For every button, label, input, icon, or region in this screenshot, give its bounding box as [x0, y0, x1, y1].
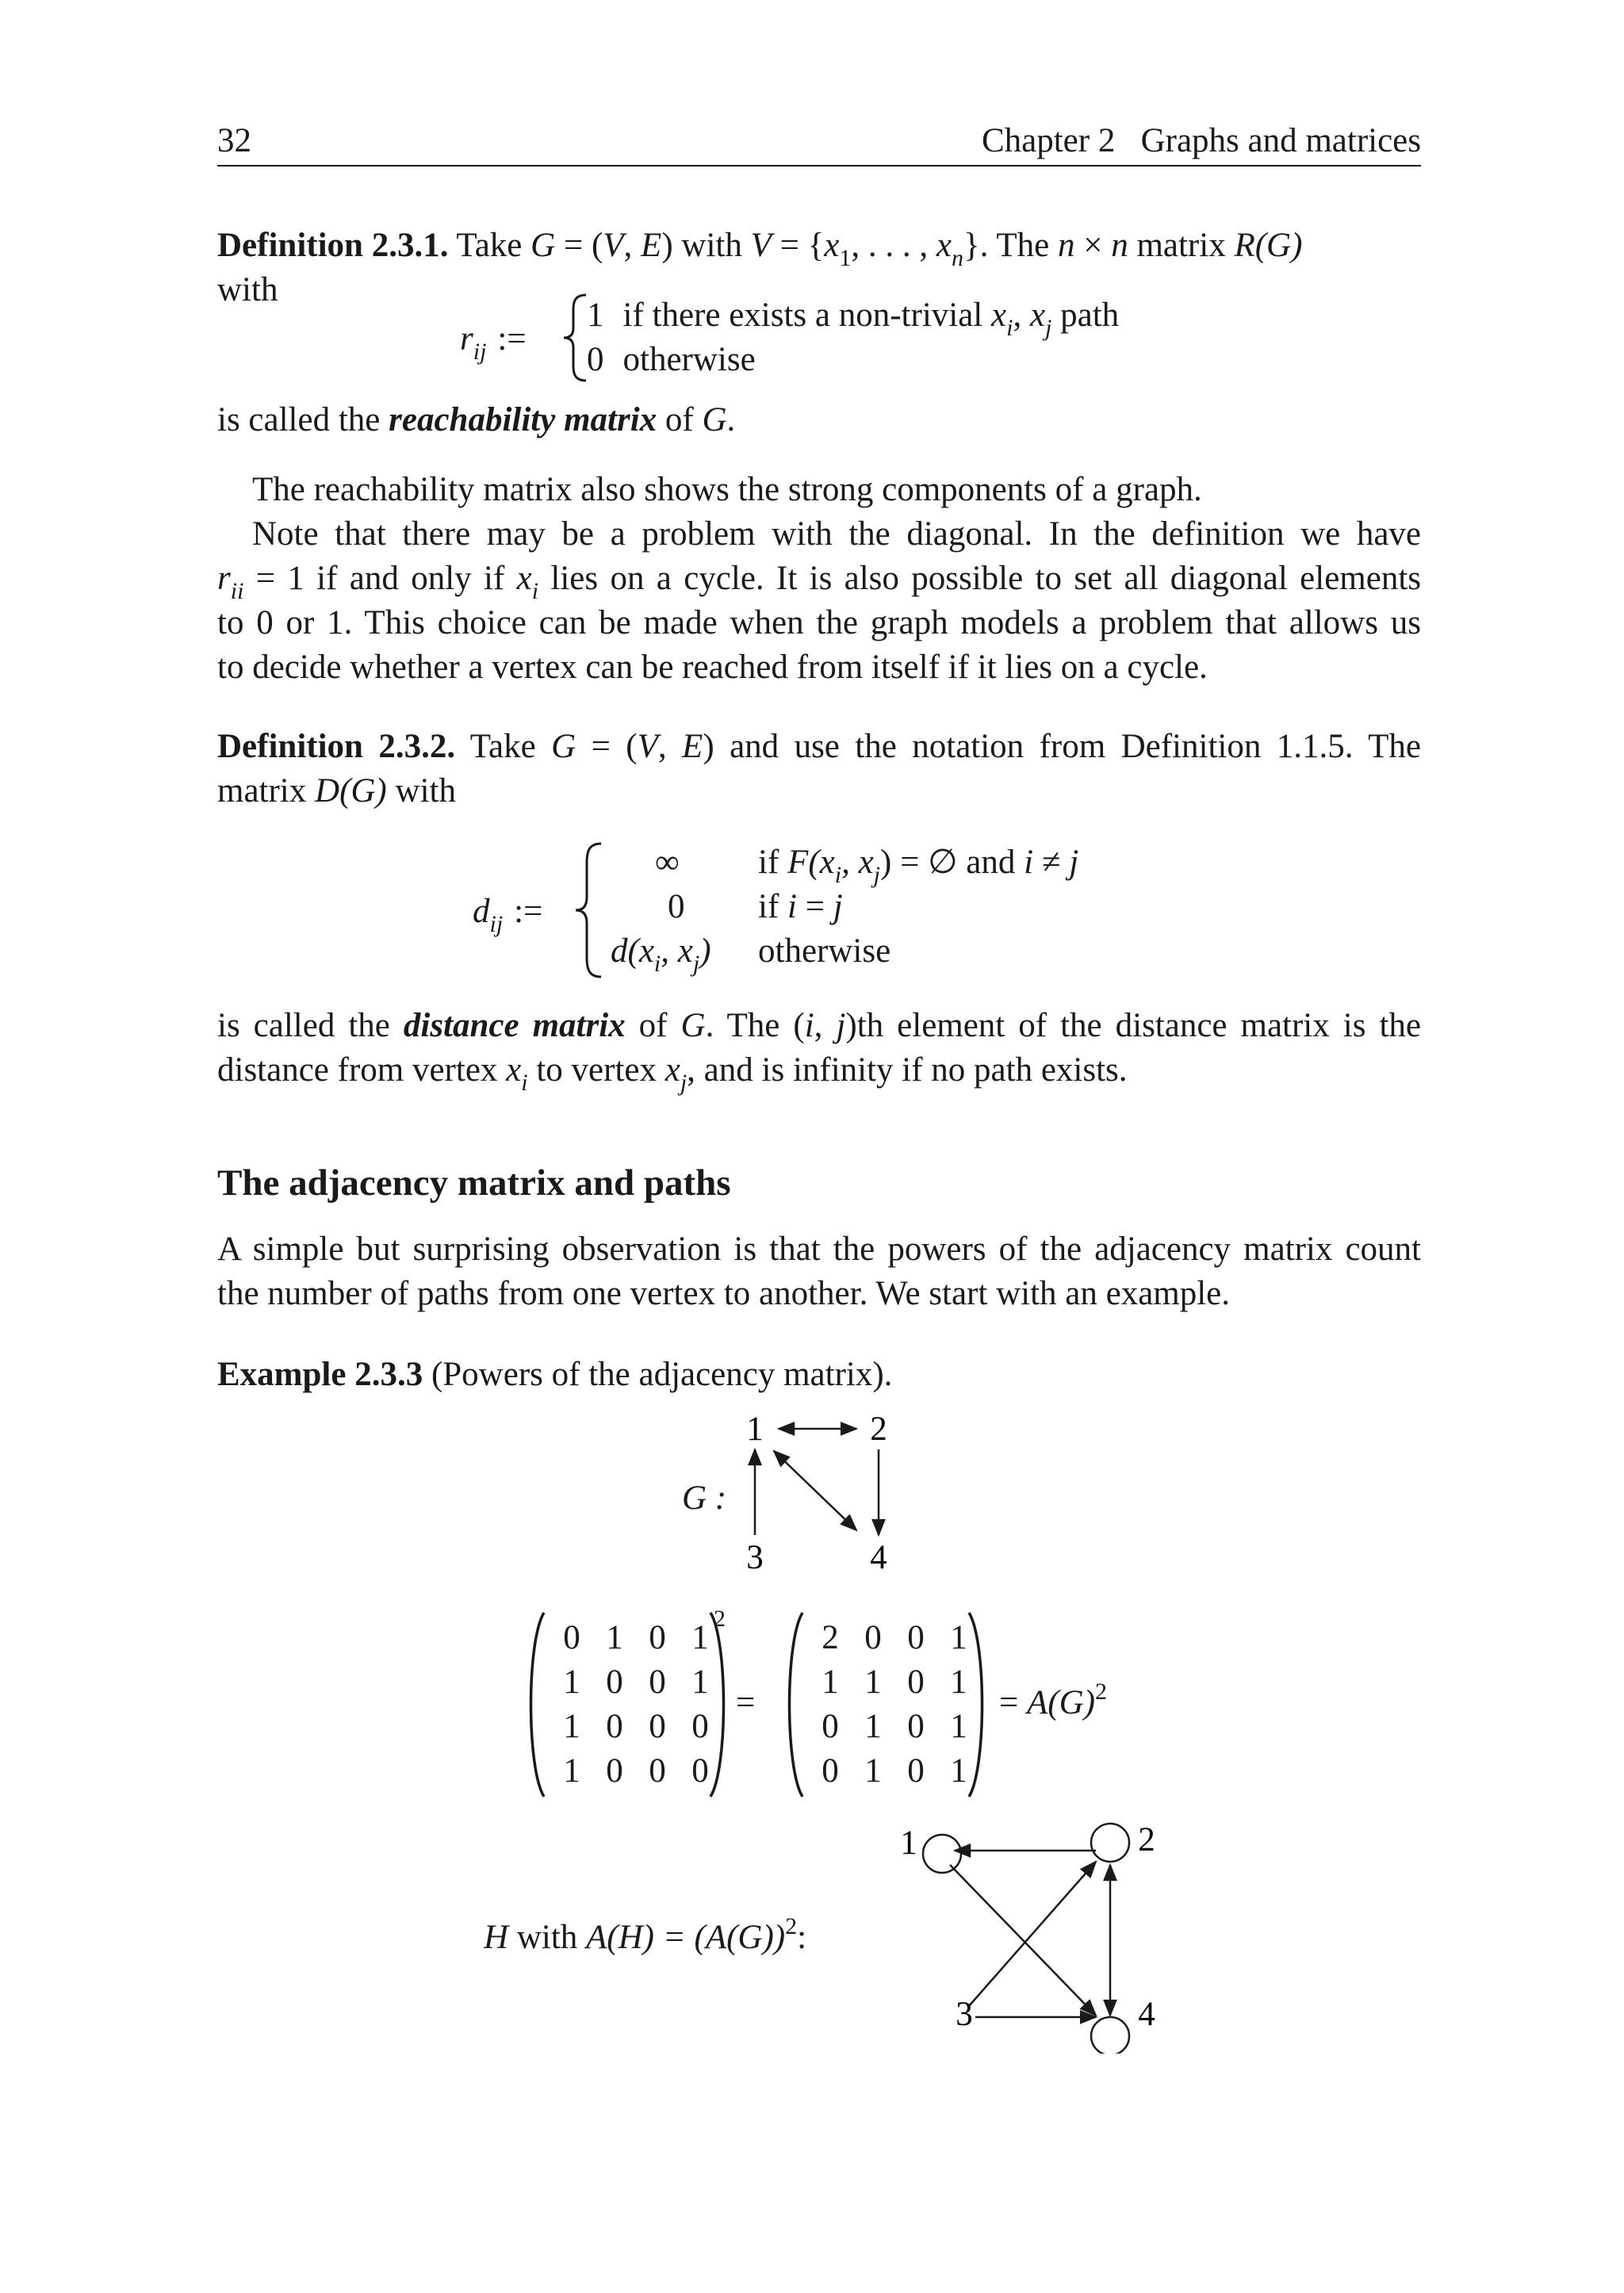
assign-symbol: :=: [497, 320, 527, 358]
superscript: 2: [1095, 1679, 1107, 1705]
math-var: G: [680, 1007, 706, 1044]
definition-label: Definition 2.3.2.: [217, 728, 456, 765]
math-var: (G): [1254, 227, 1303, 264]
subscript: ij: [473, 339, 487, 365]
matrix-cell: 0: [606, 1752, 623, 1790]
text: to vertex: [527, 1051, 665, 1089]
matrix-cell: 1: [950, 1708, 967, 1745]
math-var: F: [787, 844, 809, 881]
math-var: (x: [808, 844, 835, 881]
subscript: i: [521, 1070, 528, 1096]
section-line: the number of paths from one vertex to another. We start with an example.: [217, 1275, 1231, 1312]
text: if: [758, 844, 788, 881]
matrix-cell: 1: [563, 1663, 580, 1701]
text: Note that there may be a problem with the diagonal. In the definition we have: [252, 515, 1421, 553]
matrix-cell: 1: [563, 1708, 580, 1745]
math-var: V: [750, 227, 772, 264]
math-var: n: [1111, 227, 1128, 264]
graph-h-node-1: 1: [900, 1824, 917, 1862]
edge-1-4: [774, 1451, 856, 1530]
text: ,: [814, 1007, 837, 1044]
subscript: j: [1045, 315, 1052, 341]
text: is called the: [217, 401, 389, 438]
paragraph-line: The reachability matrix also shows the strong components of a graph.: [252, 471, 1202, 508]
graph-g-label: G :: [682, 1480, 727, 1517]
math-var: r: [460, 320, 473, 358]
graph-h-node-3: 3: [956, 1996, 973, 2033]
subscript: i: [531, 578, 539, 604]
text: }. The: [963, 227, 1058, 264]
math-var: R: [1234, 227, 1255, 264]
assign-symbol: :=: [514, 893, 543, 930]
paragraph-line: [252, 512, 1421, 557]
graph-g-node-4: 4: [870, 1539, 887, 1576]
math-var: (H) = (: [607, 1919, 706, 1956]
definition-label: Definition 2.3.1.: [217, 227, 449, 264]
matrix-cell: 0: [907, 1752, 925, 1790]
matrix-cell: 1: [864, 1708, 882, 1745]
text: lies on a cycle. It is also possible to set all diagonal elements: [538, 560, 1421, 597]
subscript: ii: [230, 578, 244, 604]
matrix-left: [550, 1616, 725, 1793]
math-var: x: [516, 560, 532, 597]
matrix-cell: 1: [822, 1663, 839, 1701]
left-paren: [782, 1610, 806, 1800]
math-var: i: [804, 1007, 814, 1044]
math-var: d: [611, 932, 628, 970]
d-case-3-condition: otherwise: [758, 932, 891, 970]
math-var: G: [551, 728, 576, 765]
distance-conclusion-line1: [217, 1004, 1421, 1048]
paragraph-line: [217, 557, 1421, 604]
math-var: i: [1024, 844, 1034, 881]
subscript: n: [951, 245, 963, 271]
matrix-cell: 0: [649, 1619, 666, 1656]
d-case-2-condition: [758, 885, 843, 929]
matrix-cell: 0: [563, 1619, 580, 1656]
matrix-cell: 1: [950, 1663, 967, 1701]
text: matrix: [1128, 227, 1235, 264]
text: Take: [455, 728, 552, 765]
text: if there exists a non-trivial: [622, 297, 991, 334]
case-value: 0: [587, 341, 604, 378]
matrix-cell: 0: [649, 1663, 666, 1701]
matrix-cell: 0: [691, 1708, 709, 1745]
definition-2-3-1-line1: [217, 224, 1421, 271]
example-label: Example 2.3.3: [217, 1356, 423, 1393]
matrix-cell: 1: [563, 1752, 580, 1790]
text: with: [508, 1919, 587, 1956]
matrix-cell: 1: [950, 1752, 967, 1790]
edge-3-2: [969, 1862, 1096, 2006]
math-var: n: [1057, 227, 1075, 264]
matrix-cell: 1: [691, 1619, 709, 1656]
case-value: 1: [587, 297, 604, 334]
d-case-3-value: [611, 929, 711, 977]
text: , and is infinity if no path exists.: [687, 1051, 1128, 1089]
r-ij-lhs: [460, 317, 527, 365]
self-loop-2: [1091, 1824, 1129, 1862]
term-reachability-matrix: reachability matrix: [389, 401, 657, 438]
math-var: A: [586, 1919, 607, 1956]
text: is called the: [217, 1007, 404, 1044]
matrix-right: [809, 1616, 983, 1793]
subscript: 1: [839, 245, 852, 271]
matrix-cell: 0: [691, 1752, 709, 1790]
matrix-equation: [523, 1606, 1158, 1800]
left-brace: [571, 840, 606, 980]
math-var: x: [824, 227, 840, 264]
running-title: Chapter 2 Graphs and matrices: [981, 122, 1421, 159]
math-var: , x: [841, 844, 874, 881]
right-paren: [966, 1610, 990, 1800]
text: if: [758, 888, 788, 925]
text: ×: [1074, 227, 1112, 264]
text: with: [386, 772, 456, 810]
math-var: r: [217, 560, 231, 597]
math-var: x: [936, 227, 952, 264]
subscript: j: [692, 951, 700, 977]
text: :: [797, 1919, 807, 1956]
text: ,: [1013, 297, 1030, 334]
matrix-cell: 1: [606, 1619, 623, 1656]
matrix-cell: 0: [907, 1619, 925, 1656]
definition-conclusion: [217, 398, 735, 442]
matrix-exponent: 2: [714, 1606, 726, 1632]
text: ) with: [661, 227, 751, 264]
math-var: V: [637, 728, 658, 765]
subscript: i: [653, 951, 661, 977]
text: = {: [771, 227, 825, 264]
d-case-1-value: ∞: [655, 844, 680, 881]
text: path: [1051, 297, 1120, 334]
header-rule: [217, 165, 1421, 167]
subscript: j: [873, 862, 880, 888]
subscript: j: [680, 1070, 688, 1096]
matrix-cell: 0: [907, 1663, 925, 1701]
text: otherwise: [622, 341, 756, 378]
text: (Powers of the adjacency matrix).: [423, 1356, 893, 1393]
definition-2-3-2-line1: [217, 725, 1421, 769]
math-var: G: [702, 401, 727, 438]
definition-with: with: [217, 271, 278, 308]
subscript: i: [1006, 315, 1013, 341]
text: ) and use the notation from Definition 1.1.5. The: [703, 728, 1421, 765]
math-var: E: [641, 227, 662, 264]
paragraph-line: to 0 or 1. This choice can be made when the graph models a problem that allows us: [217, 604, 1421, 641]
graph-g-node-2: 2: [870, 1411, 887, 1448]
section-heading: The adjacency matrix and paths: [217, 1162, 731, 1204]
matrix-cell: 0: [907, 1708, 925, 1745]
math-var: j: [833, 888, 843, 925]
text: Take: [448, 227, 531, 264]
math-var: ): [699, 932, 711, 970]
text: matrix: [217, 772, 315, 810]
graph-h-label: [484, 1913, 807, 1963]
graph-g: [714, 1411, 920, 1586]
distance-conclusion-line2: [217, 1048, 1128, 1096]
graph-g-node-1: 1: [746, 1411, 764, 1448]
math-var: , x: [661, 932, 693, 970]
math-var: x: [665, 1051, 680, 1089]
graph-h-node-2: 2: [1138, 1821, 1155, 1859]
example-heading: [217, 1353, 892, 1397]
math-var: x: [506, 1051, 522, 1089]
left-paren: [523, 1610, 547, 1800]
matrix-cell: 0: [606, 1663, 623, 1701]
math-var: x: [1029, 297, 1046, 334]
math-var: x: [991, 297, 1007, 334]
math-var: j: [1069, 844, 1079, 881]
self-loop-4: [1091, 2017, 1129, 2054]
matrix-cell: 0: [864, 1619, 882, 1656]
text: ,: [623, 227, 642, 264]
math-var: G: [530, 227, 556, 264]
math-var: D: [315, 772, 340, 810]
matrix-cell: 0: [649, 1752, 666, 1790]
d-case-1-condition: [758, 840, 1078, 888]
math-var: j: [836, 1007, 846, 1044]
matrix-cell: 1: [950, 1619, 967, 1656]
text: , . . . ,: [851, 227, 936, 264]
text: of: [625, 1007, 681, 1044]
math-var: (G): [1048, 1684, 1095, 1721]
page-number: 32: [217, 122, 251, 159]
matrix-cell: 0: [822, 1752, 839, 1790]
text: ) = ∅ and: [880, 844, 1025, 881]
graph-g-node-3: 3: [746, 1539, 764, 1576]
r-case-1: [587, 293, 1119, 341]
definition-2-3-2-line2: [217, 769, 456, 813]
paragraph-line: to decide whether a vertex can be reached from itself if it lies on a cycle.: [217, 649, 1208, 686]
subscript: i: [834, 862, 842, 888]
text: . The (: [705, 1007, 805, 1044]
r-case-2: [587, 338, 756, 382]
superscript: 2: [785, 1913, 798, 1939]
graph-h-node-4: 4: [1138, 1996, 1155, 2033]
equals-sign: =: [736, 1684, 756, 1721]
math-var: A: [705, 1919, 727, 1956]
text: of: [657, 401, 703, 438]
graph-h: [888, 1816, 1174, 2054]
d-ij-lhs: [473, 890, 542, 937]
self-loop-1: [923, 1835, 961, 1873]
section-line: A simple but surprising observation is that the powers of the adjacency matrix count: [217, 1231, 1421, 1268]
term-distance-matrix: distance matrix: [403, 1007, 626, 1044]
text: = 1 if and only if: [243, 560, 517, 597]
text: ≠: [1033, 844, 1070, 881]
math-var: E: [682, 728, 703, 765]
text: = (: [576, 728, 638, 765]
text: ,: [657, 728, 683, 765]
math-var: d: [473, 893, 490, 930]
matrix-cell: 0: [649, 1708, 666, 1745]
left-brace: [559, 292, 591, 384]
matrix-cell: 1: [864, 1663, 882, 1701]
math-var: i: [787, 888, 797, 925]
text: =: [999, 1684, 1028, 1721]
text: distance from vertex: [217, 1051, 507, 1089]
matrix-cell: 1: [864, 1752, 882, 1790]
math-var: (G)): [726, 1919, 786, 1956]
matrix-cell: 2: [822, 1619, 839, 1656]
subscript: ij: [489, 911, 504, 937]
math-var: (G): [339, 772, 387, 810]
result-label: [999, 1681, 1107, 1728]
math-var: H: [484, 1919, 509, 1956]
matrix-cell: 0: [822, 1708, 839, 1745]
math-var: V: [603, 227, 624, 264]
text: =: [796, 888, 833, 925]
text: = (: [555, 227, 603, 264]
matrix-cell: 1: [691, 1663, 709, 1701]
text: .: [726, 401, 736, 438]
text: )th element of the distance matrix is the: [845, 1007, 1421, 1044]
math-var: A: [1027, 1684, 1048, 1721]
matrix-cell: 0: [606, 1708, 623, 1745]
d-case-2-value: 0: [668, 888, 685, 925]
math-var: (x: [627, 932, 654, 970]
